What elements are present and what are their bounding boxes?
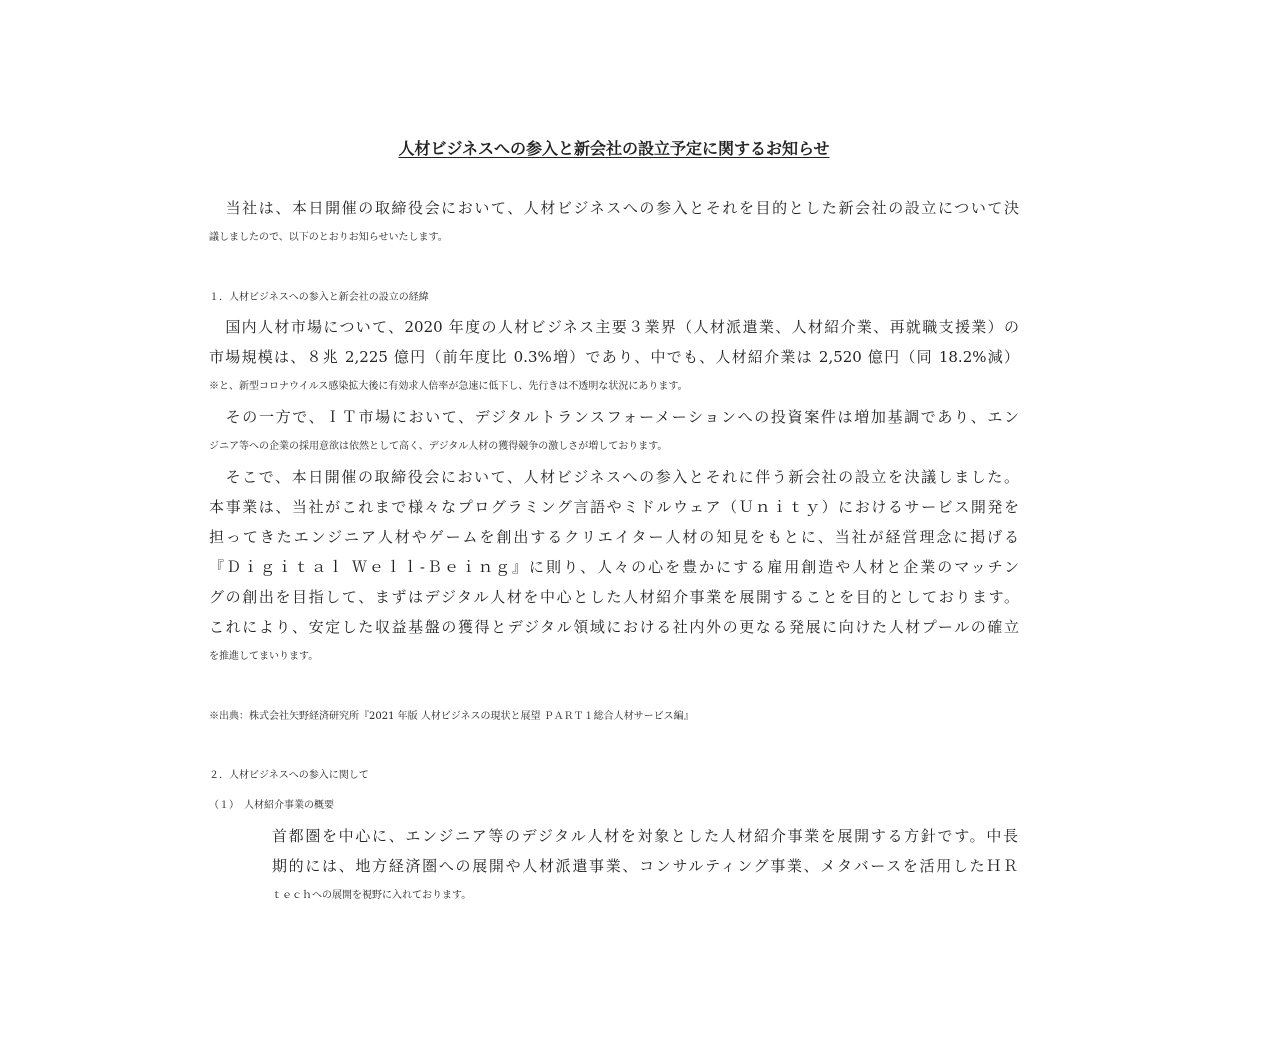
section1-line-9: 『Ｄｉｇｉｔａｌ Ｗｅｌｌ‐Ｂｅｉｎｇ』に則り、人々の心を豊かにする雇用創造や人材と企業のマッチン	[209, 558, 1019, 576]
section2-heading: ２．人材ビジネスへの参入に関して	[209, 770, 369, 781]
intro-line-1: 当社は、本日開催の取締役会において、人材ビジネスへの参入とそれを目的とした新会社の設立について決	[209, 199, 1019, 217]
intro-line-2: 議しましたので、以下のとおりお知らせいたします。	[209, 232, 448, 243]
section2-sub1-heading: （１） 人材紹介事業の概要	[209, 800, 334, 811]
section2-sub1-line-2: 期的には、地方経済圏への展開や人材派遣事業、コンサルティング事業、メタバースを活用したＨＲ	[272, 857, 1018, 875]
section1-line-2: 市場規模は、８兆 2,225 億円（前年度比 0.3%増）であり、中でも、人材紹介業は 2,520 億円（同 18.2%減）	[209, 348, 1019, 366]
section1-line-7: 本事業は、当社がこれまで様々なプログラミング言語やミドルウェア（Ｕｎｉｔｙ）におけるサービス開発を	[209, 498, 1019, 516]
section1-line-11: これにより、安定した収益基盤の獲得とデジタル領域における社内外の更なる発展に向けた人材プールの確立	[209, 618, 1019, 636]
section1-line-10: グの創出を目指して、まずはデジタル人材を中心とした人材紹介事業を展開することを目的としております。	[209, 588, 1019, 606]
document-title: 人材ビジネスへの参入と新会社の設立予定に関するお知らせ	[398, 139, 830, 158]
section1-line-5: ジニア等への企業の採用意欲は依然として高く、デジタル人材の獲得競争の激しさが増しております。	[209, 441, 668, 452]
section1-line-12: を推進してまいります。	[209, 651, 319, 662]
section1-line-1: 国内人材市場について、2020 年度の人材ビジネス主要３業界（人材派遣業、人材紹介業、再就職支援業）の	[209, 318, 1019, 336]
section1-line-3: ※と、新型コロナウイルス感染拡大後に有効求人倍率が急速に低下し、先行きは不透明な状況にあります。	[209, 381, 688, 392]
section2-sub1-line-3: ｔｅｃｈへの展開を視野に入れております。	[272, 890, 472, 901]
section1-line-8: 担ってきたエンジニア人材やゲームを創出するクリエイター人材の知見をもとに、当社が経営理念に掲げる	[209, 528, 1019, 546]
section2-sub1-line-1: 首都圏を中心に、エンジニア等のデジタル人材を対象とした人材紹介事業を展開する方針です。中長	[272, 827, 1018, 845]
section1-line-4: その一方で、ＩＴ市場において、デジタルトランスフォーメーションへの投資案件は増加基調であり、エン	[209, 408, 1019, 426]
section1-heading: １．人材ビジネスへの参入と新会社の設立の経緯	[209, 292, 429, 303]
section1-line-6: そこで、本日開催の取締役会において、人材ビジネスへの参入とそれに伴う新会社の設立を決議しました。	[209, 468, 1019, 486]
section1-source-note: ※出典：株式会社矢野経済研究所『2021 年版 人材ビジネスの現状と展望 ＰＡＲＴ１総合人材サービス編』	[209, 711, 694, 722]
